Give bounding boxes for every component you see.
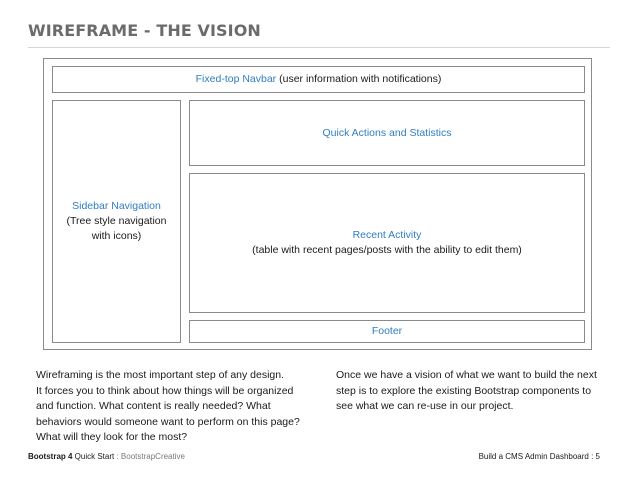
sidebar-placeholder xyxy=(52,100,181,343)
sidebar-label: Sidebar Navigation xyxy=(72,200,161,212)
book-credit xyxy=(28,452,185,461)
navbar-placeholder xyxy=(52,66,585,93)
publisher-name: BootstrapCreative xyxy=(120,452,185,461)
wireframing-paragraph: Wireframing is the most important step of any design. It forces you to think about how things will be organized and function. What content is really needed? What behaviors would someone want to perform on this page? What will they look for the most? xyxy=(36,369,300,443)
footer-label: Footer xyxy=(371,325,403,337)
quick-actions-label: Quick Actions and Statistics xyxy=(322,126,452,139)
navbar-description: (user information with notifications) xyxy=(276,73,442,85)
sidebar-description: (Tree style navigation with icons) xyxy=(66,215,167,242)
recent-activity-placeholder xyxy=(189,173,585,313)
next-step-paragraph: Once we have a vision of what we want to build the next step is to explore the existing Bootstrap components to see what we can re-use in our project. xyxy=(336,369,597,412)
credit-separator: : xyxy=(114,452,121,461)
quick-actions-placeholder xyxy=(189,100,585,166)
footer-placeholder xyxy=(189,320,585,343)
slide-title: WIREFRAME - THE VISION xyxy=(28,21,261,40)
recent-activity-description: (table with recent pages/posts with the ability to edit them) xyxy=(252,244,522,256)
navbar-label: Fixed-top Navbar xyxy=(195,73,277,85)
book-title-bold: Bootstrap 4 xyxy=(28,452,73,461)
chapter-page-number: Build a CMS Admin Dashboard : 5 xyxy=(478,452,600,461)
recent-activity-label: Recent Activity xyxy=(352,229,422,241)
title-divider xyxy=(28,47,610,48)
book-title-rest: Quick Start xyxy=(72,452,115,461)
